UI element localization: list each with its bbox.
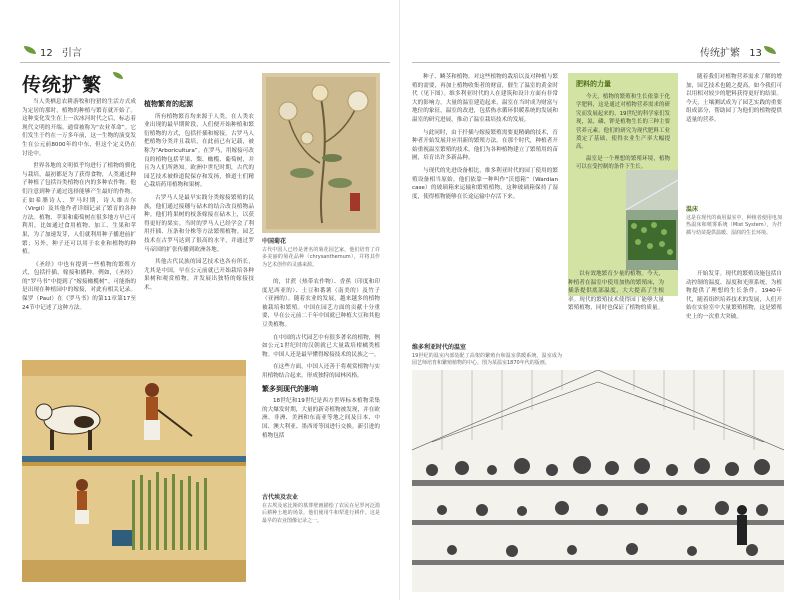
paragraph: 与此同时，由于扦插与嫁接繁殖需要更精确的技术，育种者开始发展并应用新的繁殖方法。在那个时代，种植者开始重视温室繁殖的技术，他们为各种植物建立了繁殖用的苗圃，培育出许多新品种。	[412, 129, 558, 162]
caption-title: 古代埃及农业	[262, 494, 299, 501]
right-column-1	[412, 73, 558, 205]
leaf-icon	[24, 46, 36, 54]
caption-text: 在古埃及底比斯的墓葬壁画描绘了农民在尼罗河泛滥后耕种土地的场景，他们使用牛和犁进行耕作。这是最早的农业图像记录之一。	[262, 502, 380, 524]
egypt-caption	[262, 494, 380, 525]
paragraph: 的，甘蔗（热带农作物）、香蕉（印度和印度尼西亚的）、土豆和番薯（南美的）及竹子（亚洲的）。随着农业的发展，越来越多的植物被栽培和繁殖。中国在园艺方面的贡献十分重要，早在公元前二千年中国就已种植大豆和其他豆类植物。	[262, 279, 380, 328]
paragraph: 种子、鳞茎和植物。对这些植物的栽培以及对种植与繁殖的需要，再加上植物收集者的财富，催生了温室的黄金时代（见下图）。维多利亚时代的人在建筑和设计方面有非常大的影响力，大量的温室建造起来，温室在当时成为财富与地位的象征，温室的改进，包括热水循环供暖系统的发展和温室的研究进展，推动了温室栽培技术的发展。	[412, 74, 558, 123]
sidebar-title: 肥料的力量	[576, 80, 611, 88]
paragraph: 开始发芽。现代的繁殖设施包括自动控制的温度、湿度和光照系统，为植物提供了理想的生长条件。1940年代，随着组织培养技术的发展，人们开始在实验室中大量繁殖植物，这是繁殖史上的一次重大突破。	[686, 271, 782, 320]
caption-title: 中国菊花	[262, 238, 287, 245]
right-header-rule	[412, 62, 780, 63]
paragraph: 与现代的先进设备相比，维多利亚时代的园丁使用的繁殖设备相当原始。他们依靠一种叫作“沃德箱”（Wardian case）的玻璃箱来运输和繁殖植物，这种玻璃箱保持了湿度，使得植物能够在长途运输中存活下来。	[412, 167, 558, 200]
leaf-icon	[764, 46, 776, 54]
paragraph: 以有效地繁育少量的植物。今天，种植者在温室中使用加热的繁殖床，为插条提供底部温度，大大提高了生根率。现代的繁殖技术使得园丁能够大量繁殖植物，同时也保证了植物的质量。	[568, 271, 664, 312]
paragraph: 所有植物繁育均来源于人类。在人类农业出现的最早期阶段，人们便开始种植和繁衍植物的方式，包括扦插和嫁接。古罗马人把植物分类并且栽培，在此前已有记载，被称为“Arboricultura”。在罗马，用嫁接可改良的植物包括苹果、梨、橄榄、葡萄树，并且为人们所熟知。欧洲中世纪时期，古代的园艺技术被修道院保存和发扬，修道士们精心栽培药用植物和果树。	[144, 113, 254, 189]
right-column-2-bottom	[568, 270, 664, 317]
paragraph: 当人类栖息农耕游牧和狩猎的生活方式成为定居的那时，植物的种植与繁育就开始了。这种变化发生在上一次冰河时代之后，标志着现代文明的开端。通常被称为“农业革命”。它们发生于约在一万多年前，这一生物的演变发生在公元前8000年的中东，但这个定义仍在讨论中。	[22, 99, 136, 157]
paragraph: 其他古代民族的园艺技术也各有所长，尤其是中国，早在公元前就已开始栽培各种果树和观赏植物，并发展出独特的嫁接技术。	[144, 259, 254, 291]
sidebar-paragraph: 温室是一个理想的繁殖环境，植物可以在受控制的条件下生长。	[576, 155, 670, 171]
sidebar-paragraph: 今天，植物的繁殖和生长依靠于化学肥料，这是通过对植物营养需求的研究而发展起来的。19世纪的科学家们发现，氮、磷、钾是植物生长的三种主要营养元素。他们的研究为现代肥料工业奠定了基础，使得农业生产率大幅提高。	[576, 94, 670, 151]
greenhouse-photo	[626, 170, 678, 270]
right-column-3-bottom	[686, 270, 782, 326]
paragraph: 在这些方面，中国人还善于将观赏植物与实用植物结合起来，形成独特的园林风格。	[262, 364, 380, 379]
right-column-3	[686, 73, 782, 129]
right-page-header	[700, 44, 762, 60]
caption-title: 温床	[686, 206, 699, 213]
chrysanthemum-caption	[262, 238, 380, 269]
paragraph: 《圣经》中也有提到一些植物的繁殖方式，包括扦插、嫁接和播种。例如，《圣经》的“罗马书”中提到了“嫁接橄榄树”。可能指的是出现在种植园中的嫁接，对此有相关记录。保罗（Paul）在《罗马书》的第11章第17至24节中记述了这种方法。	[22, 261, 136, 311]
section-heading: 植物繁育的起源	[144, 100, 193, 108]
egyptian-farming-painting	[22, 360, 246, 582]
right-page-number: 13	[749, 48, 762, 59]
paragraph: 随着我们对植物营养需求了解的增加，园艺技术也随之提高。如今我们可以用相对较少的肥料获得更好的结果。今天，土壤测试成为了园艺实践的重要组成部分，帮助园丁为他们的植物提供适量的营养。	[686, 74, 782, 123]
chapter-title: 传统扩繁	[22, 74, 103, 96]
chinese-chrysanthemum-painting	[262, 73, 380, 233]
paragraph: 18世纪和19世纪是西方世界标本植物采集的大爆发时期，大量的新奇植物被发现，并在欧洲、非洲、美洲和东南亚等地之间及日本、中国、澳大利亚、墨西哥等国进行交换。新引进的植物包括	[262, 398, 380, 439]
left-column-2	[144, 98, 254, 296]
caption-text: 19世纪的温室内部装配了高架的繁殖台和温室供暖系统，温室成为园艺师培育和繁殖植物的中心。图为某温室1870年代的版画。	[412, 352, 562, 367]
paragraph: 古罗马人是最早实践分类嫁接繁殖的民族，他们通过接穗与砧木的结合改良植物品种。他们将果树的枝条嫁接在砧木上，以获得更好的果实。当时的罗马人已经学会了利用扦插、压条和分株等方法繁殖植物。园艺技术在古罗马达到了很高的水平，并通过罗马帝国的扩张传播到欧洲各地。	[144, 194, 254, 253]
paragraph: 在中国的古代园艺中有很多著名的植物，例如公元1世纪时的汉朝就已大量栽培柑橘类植物。中国人还是最早懂得嫁接技术的民族之一。	[262, 334, 380, 358]
left-column-3	[262, 278, 380, 444]
left-header-rule	[20, 62, 390, 63]
caption-title: 维多利亚时代的温室	[412, 344, 467, 351]
caption-text: 这是在现代的商用温室中，种植者使用电加热温床和喷雾系统（Mist System），为扦插与幼苗提供温暖、湿润的生长环境。	[686, 214, 782, 236]
hotbed-caption	[686, 206, 782, 237]
paragraph: 世界各地的文明似乎均进行了植物的驯化与栽培，最初都是为了获得食物，人类通过种子种植了包括谷类植物在内的多种农作物。他们注意到种子通过选择能够产生最好的作物。正如希腊诗人、罗马时期，诗人维吉尔（Virgil）及其他作者详细记录了繁育的各种方法。植物、苹果和葡萄树在很多地方早已可利用，比如通过食用植物、加工、生果和苹果，为了加速发芽，人们就利用种子播进前扩繁；另外，种子还可以用于农业和植物的种植。	[22, 163, 136, 256]
section-heading: 繁多到现代的影响	[262, 384, 318, 393]
title-leaf-icon	[113, 72, 123, 79]
left-page-header	[40, 44, 82, 60]
caption-text: 古代中国人已经是著名的菊花园艺家，他们培育了许多美丽的菊花品种（chrysanthemum），并将其作为艺术创作的灵感来源。	[262, 246, 380, 268]
left-column-1	[22, 98, 136, 316]
right-section-label: 传统扩繁	[700, 48, 740, 59]
victorian-caption	[412, 344, 562, 368]
left-page-number: 12	[40, 48, 53, 59]
victorian-greenhouse-engraving	[412, 370, 784, 592]
left-section-label: 引言	[61, 48, 82, 59]
